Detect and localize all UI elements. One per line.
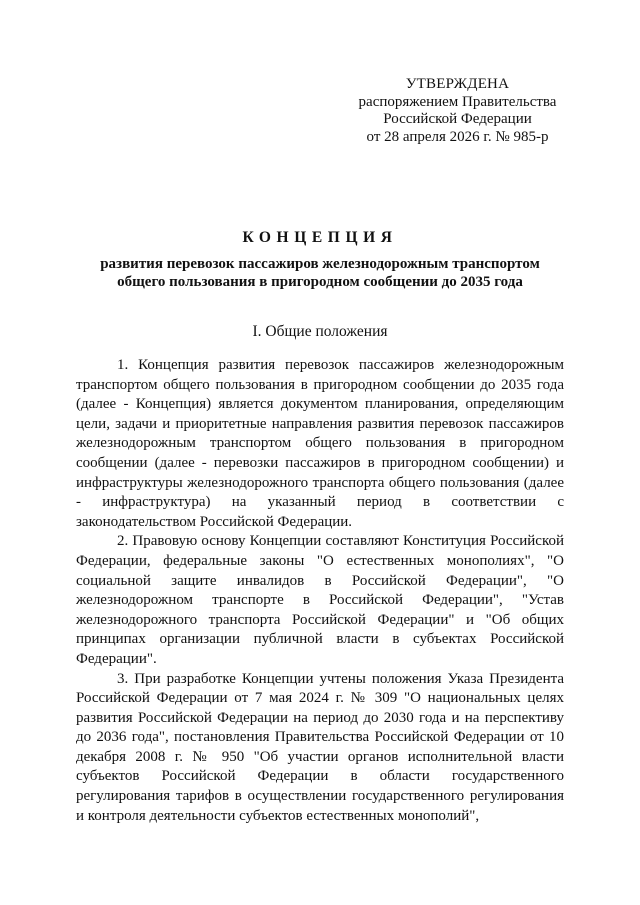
subtitle-line: развития перевозок пассажиров железнодорожным транспортом: [100, 256, 540, 272]
document-kind: КОНЦЕПЦИЯ: [242, 229, 398, 246]
paragraph-3: 3. При разработке Концепции учтены положения Указа Президента Российской Федерации от 7 мая 2024 г. № 309 "О национальных целях развития Российской Федерации на период до 2030 года и на перспективу до 2036 года", постановления Правительства Российской Федерации от 10 декабря 2008 г. № 950 "Об участии органов исполнительной власти субъектов Российской Федерации в области государственного регулирования тарифов в осуществлении государственного регулирования и контроля деятельности субъектов естественных монополий",: [76, 670, 564, 824]
paragraph-2: 2. Правовую основу Концепции составляют Конституция Российской Федерации, федеральные законы "О естественных монополиях", "О социальной защите инвалидов в Российской Федерации", "О железнодорожном транспорте в Российской Федерации", "Устав железнодорожного транспорта Российской Федерации" и "Об общих принципах организации публичной власти в субъектах Российской Федерации".: [76, 533, 564, 667]
approval-line: Российской Федерации: [383, 111, 532, 128]
document-body: [76, 356, 564, 826]
section-title: I. Общие положения: [252, 323, 388, 340]
approval-stamp: [340, 76, 575, 146]
paragraph-1: 1. Концепция развития перевозок пассажиров железнодорожным транспортом общего пользования в пригородном сообщении до 2035 года (далее - Концепция) является документом планирования, определяющим цели, задачи и приоритетные направления развития перевозок пассажиров железнодорожным транспортом общего пользования в пригородном сообщении (далее - перевозки пассажиров в пригородном сообщении) и инфраструктуры железнодорожного транспорта общего пользования (далее - инфраструктура) на указанный период в соответствии с законодательством Российской Федерации.: [76, 357, 564, 530]
approval-line: распоряжением Правительства: [358, 93, 557, 110]
subtitle-line: общего пользования в пригородном сообщении до 2035 года: [117, 273, 523, 290]
approval-date: от 28 апреля 2026 г. № 985-р: [366, 128, 549, 145]
document-subtitle: [60, 256, 580, 292]
approval-title: УТВЕРЖДЕНА: [405, 76, 510, 92]
